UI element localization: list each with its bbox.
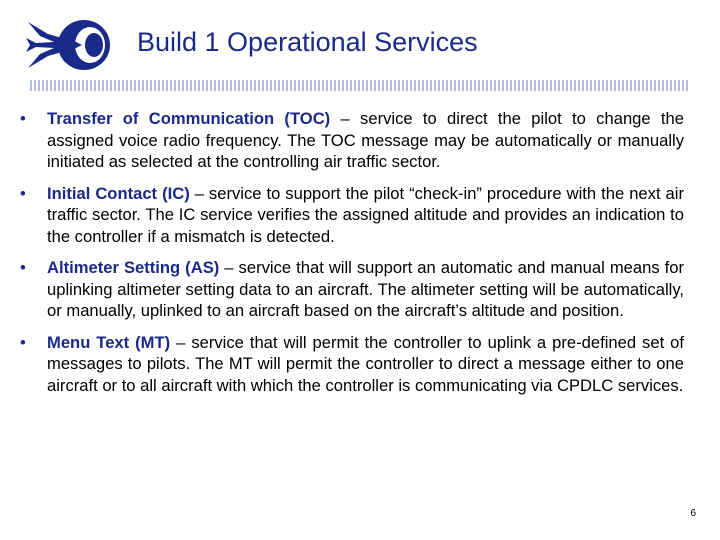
title-divider <box>30 80 690 91</box>
term-description: – service to direct the pilot to change the assigned voice radio frequency. The TOC message may be automatically or manually initiated as selected at the controlling air traffic sector. <box>47 109 684 171</box>
bullet-list <box>20 108 684 406</box>
term-description: – service that will permit the controller to uplink a pre-defined set of messages to pilots. The MT will permit the controller to direct a message either to one aircraft or to all aircraft with which the controller is communicating via CPDLC services. <box>47 332 684 395</box>
page-title: Build 1 Operational Services <box>137 27 478 57</box>
bullet-icon: • <box>20 183 26 203</box>
list-item-toc <box>20 108 684 173</box>
airplane-logo-icon <box>24 14 114 76</box>
list-item-ic <box>20 183 684 248</box>
bullet-icon: • <box>20 258 26 277</box>
term-label: Altimeter Setting (AS) <box>47 258 220 277</box>
list-item-mt <box>20 332 684 397</box>
term-label: Menu Text (MT) <box>47 332 171 352</box>
page-number: 6 <box>690 508 696 519</box>
list-item-as <box>20 257 684 322</box>
term-description: – service that will support an automatic and manual means for uplinking altimeter setting data to an aircraft. The altimeter setting will be automatically, or manually, uplinked to an aircraft based on the aircraft’s altitude and position. <box>47 258 685 320</box>
bullet-icon: • <box>20 109 26 128</box>
bullet-icon: • <box>20 332 26 352</box>
term-description: – service to support the pilot “check-in” procedure with the next air traffic sector. The IC service verifies the assigned altitude and provides an indication to the controller if a mismatch is detected. <box>47 183 684 246</box>
term-label: Initial Contact (IC) <box>47 183 190 203</box>
term-label: Transfer of Communication (TOC) <box>47 109 331 128</box>
